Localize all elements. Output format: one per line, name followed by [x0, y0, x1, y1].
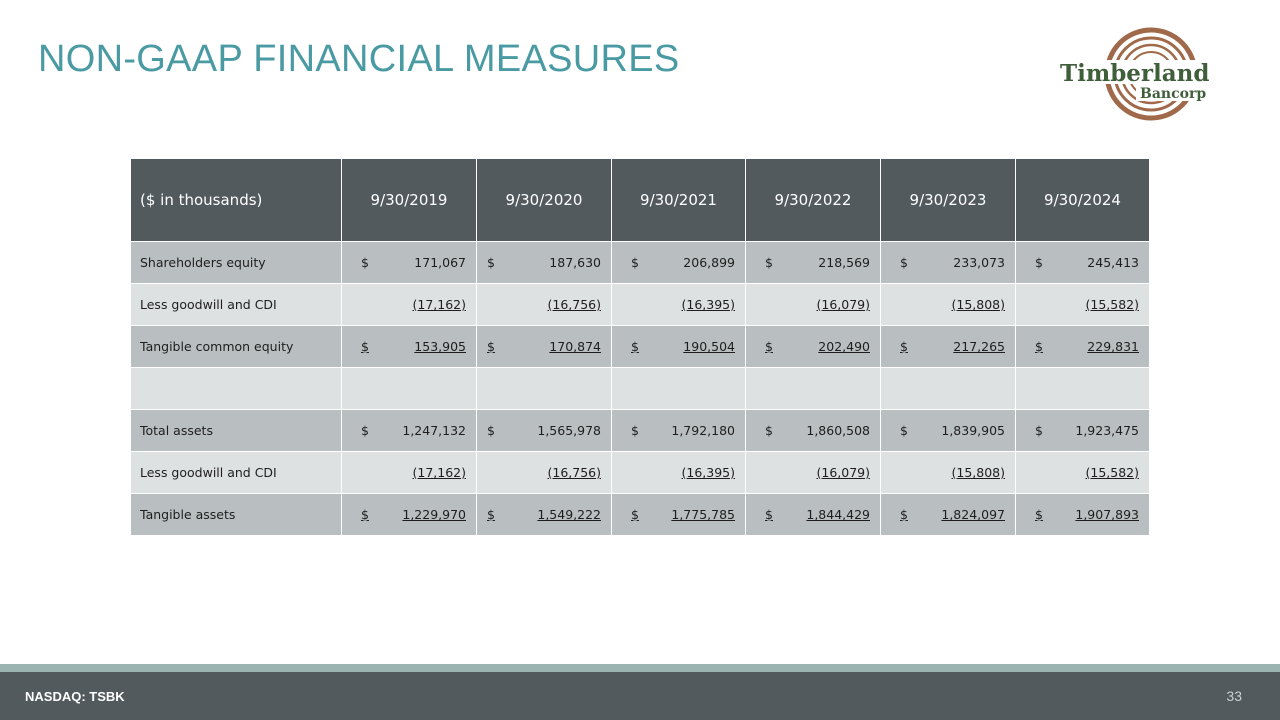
currency-symbol: $: [361, 255, 369, 270]
currency-symbol: $: [361, 339, 369, 354]
header-date: 9/30/2019: [342, 159, 477, 242]
cell-value: 153,905: [414, 339, 466, 354]
row-label: Tangible assets: [131, 494, 342, 536]
cell-value: (17,162): [412, 465, 466, 480]
cell-value: 1,229,970: [402, 507, 466, 522]
table-row: [131, 284, 1150, 326]
footer: [0, 672, 1280, 720]
cell-value: 1,839,905: [941, 423, 1005, 438]
currency-symbol: $: [900, 255, 908, 270]
currency-symbol: $: [900, 339, 908, 354]
page-number: 33: [1226, 688, 1242, 704]
currency-symbol: $: [631, 507, 639, 522]
header-date: 9/30/2021: [612, 159, 746, 242]
cell-value: 1,792,180: [671, 423, 735, 438]
currency-symbol: $: [1035, 339, 1043, 354]
cell-value: (16,395): [681, 297, 735, 312]
cell-value: 1,923,475: [1075, 423, 1139, 438]
cell-value: (16,756): [547, 297, 601, 312]
footer-accent-bar: [0, 664, 1280, 672]
currency-symbol: $: [631, 255, 639, 270]
cell-value: (15,808): [951, 465, 1005, 480]
header-date: 9/30/2024: [1016, 159, 1150, 242]
table-row: [131, 494, 1150, 536]
cell-value: (15,582): [1085, 297, 1139, 312]
ticker-label: NASDAQ: TSBK: [25, 689, 125, 704]
cell-value: 1,907,893: [1075, 507, 1139, 522]
row-label: Total assets: [131, 410, 342, 452]
currency-symbol: $: [1035, 507, 1043, 522]
cell-value: 171,067: [414, 255, 466, 270]
cell-value: 1,565,978: [537, 423, 601, 438]
table-row: [131, 410, 1150, 452]
cell-value: 206,899: [683, 255, 735, 270]
header-date: 9/30/2022: [746, 159, 881, 242]
logo-subname: Bancorp: [1140, 86, 1207, 102]
table-row-empty: [131, 368, 1150, 410]
cell-value: 1,824,097: [941, 507, 1005, 522]
currency-symbol: $: [361, 423, 369, 438]
currency-symbol: $: [765, 423, 773, 438]
cell-value: (16,079): [816, 297, 870, 312]
currency-symbol: $: [487, 507, 495, 522]
row-label: Less goodwill and CDI: [131, 284, 342, 326]
table-row: [131, 326, 1150, 368]
currency-symbol: $: [631, 339, 639, 354]
cell-value: (17,162): [412, 297, 466, 312]
currency-symbol: $: [765, 255, 773, 270]
cell-value: 1,860,508: [806, 423, 870, 438]
cell-value: (16,756): [547, 465, 601, 480]
row-label: Shareholders equity: [131, 242, 342, 284]
cell-value: 1,549,222: [537, 507, 601, 522]
currency-symbol: $: [900, 507, 908, 522]
currency-symbol: $: [1035, 255, 1043, 270]
cell-value: 202,490: [818, 339, 870, 354]
cell-value: (16,079): [816, 465, 870, 480]
cell-value: 218,569: [818, 255, 870, 270]
cell-value: 233,073: [953, 255, 1005, 270]
currency-symbol: $: [900, 423, 908, 438]
cell-value: 1,844,429: [806, 507, 870, 522]
table-header-row: [131, 159, 1150, 242]
currency-symbol: $: [1035, 423, 1043, 438]
currency-symbol: $: [361, 507, 369, 522]
row-label: Less goodwill and CDI: [131, 452, 342, 494]
table-row: [131, 242, 1150, 284]
cell-value: 245,413: [1087, 255, 1139, 270]
currency-symbol: $: [631, 423, 639, 438]
cell-value: 229,831: [1087, 339, 1139, 354]
page-title: NON-GAAP FINANCIAL MEASURES: [38, 38, 680, 80]
cell-value: (15,582): [1085, 465, 1139, 480]
cell-value: 187,630: [549, 255, 601, 270]
cell-value: (16,395): [681, 465, 735, 480]
cell-value: 190,504: [683, 339, 735, 354]
currency-symbol: $: [487, 339, 495, 354]
cell-value: 170,874: [549, 339, 601, 354]
header-date: 9/30/2023: [881, 159, 1016, 242]
cell-value: 1,247,132: [402, 423, 466, 438]
non-gaap-table: [130, 158, 1150, 536]
timberland-bancorp-logo: [1052, 24, 1228, 124]
header-units: ($ in thousands): [131, 159, 342, 242]
currency-symbol: $: [487, 423, 495, 438]
currency-symbol: $: [765, 507, 773, 522]
cell-value: 217,265: [953, 339, 1005, 354]
table-row: [131, 452, 1150, 494]
cell-value: 1,775,785: [671, 507, 735, 522]
currency-symbol: $: [487, 255, 495, 270]
header-date: 9/30/2020: [477, 159, 612, 242]
currency-symbol: $: [765, 339, 773, 354]
row-label: Tangible common equity: [131, 326, 342, 368]
logo-name: Timberland: [1060, 60, 1210, 87]
cell-value: (15,808): [951, 297, 1005, 312]
